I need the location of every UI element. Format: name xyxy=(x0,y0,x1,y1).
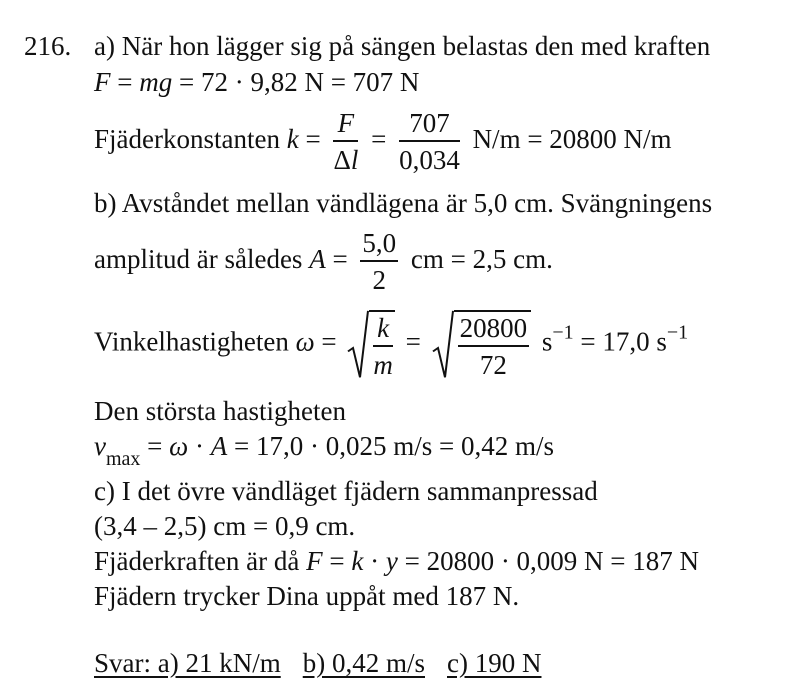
radicand xyxy=(369,310,395,379)
problem-number: 216. xyxy=(24,31,72,61)
equals: = xyxy=(110,67,140,97)
force-equation xyxy=(94,69,419,96)
unit-s: s xyxy=(541,326,553,357)
var-F: F xyxy=(306,546,323,576)
var-A: A xyxy=(309,244,326,275)
fraction-k-over-m xyxy=(373,315,393,379)
fraction-numerator: 707 xyxy=(399,110,460,142)
part-a-intro: a) När hon lägger sig på sängen belastas den med kraften xyxy=(94,31,711,61)
var-l: l xyxy=(350,145,359,175)
fraction-20800-over-72 xyxy=(458,315,530,379)
equals: = xyxy=(325,244,355,275)
angular-velocity-result: = 17,0 s xyxy=(573,326,667,357)
angular-velocity-equation xyxy=(94,310,688,379)
spring-force-label: Fjäderkraften är då xyxy=(94,546,307,576)
equals: = xyxy=(140,431,170,461)
fraction-numerator: 20800 xyxy=(458,315,530,347)
fraction-denominator: 72 xyxy=(479,350,507,380)
force-value: = 72 · 9,82 N = 707 N xyxy=(172,67,420,97)
fraction-numerator: F xyxy=(333,110,358,142)
subscript-max: max xyxy=(105,448,141,470)
equals: = xyxy=(298,124,328,155)
amplitude-equation xyxy=(94,230,553,294)
amplitude-result: cm = 2,5 cm. xyxy=(410,244,553,275)
radicand xyxy=(454,310,532,379)
fraction-F-over-delta-l xyxy=(333,110,358,174)
answer-c: c) 190 N xyxy=(447,648,542,678)
part-c-intro: c) I det övre vändläget fjädern sammanpressad xyxy=(94,476,598,506)
var-mg: mg xyxy=(139,67,173,97)
spring-constant-label: Fjäderkonstanten xyxy=(94,124,287,155)
fraction-numerator: k xyxy=(373,315,393,347)
fraction-707-over-0034 xyxy=(399,110,460,174)
var-y: y xyxy=(385,546,398,576)
radical-sign-icon xyxy=(432,310,454,379)
radical-sign-icon xyxy=(347,310,369,379)
answer-line xyxy=(94,650,541,677)
amplitude-label: amplitud är således xyxy=(94,244,310,275)
sqrt-k-over-m xyxy=(347,310,395,379)
equals: = xyxy=(322,546,352,576)
part-c-conclusion: Fjädern trycker Dina uppåt med 187 N. xyxy=(94,581,520,611)
fraction-numerator: 5,0 xyxy=(360,230,398,262)
fraction-denominator: 2 xyxy=(372,265,387,295)
sqrt-20800-over-72 xyxy=(432,310,532,379)
equals: = xyxy=(371,124,387,155)
dot-operator: · xyxy=(188,431,211,461)
answer-a: Svar: a) 21 kN/m xyxy=(94,648,281,678)
spring-force-equation xyxy=(94,548,699,575)
var-k: k xyxy=(351,546,364,576)
max-speed-result: = 17,0 · 0,025 m/s = 0,42 m/s xyxy=(227,431,554,461)
var-k: k xyxy=(286,124,299,155)
max-speed-label: Den största hastigheten xyxy=(94,396,346,426)
fraction-denominator: 0,034 xyxy=(399,145,460,175)
delta-symbol: Δ xyxy=(333,145,351,175)
var-v: v xyxy=(94,431,106,461)
spring-force-result: = 20800 · 0,009 N = 187 N xyxy=(397,546,700,576)
part-b-intro: b) Avståndet mellan vändlägena är 5,0 cm. Svängningens xyxy=(94,188,713,218)
equals: = xyxy=(314,326,344,357)
angular-velocity-label: Vinkelhastigheten xyxy=(94,326,296,357)
var-F: F xyxy=(94,67,111,97)
fraction-5-over-2 xyxy=(360,230,398,294)
exponent: −1 xyxy=(552,321,574,344)
compression-equation: (3,4 – 2,5) cm = 0,9 cm. xyxy=(94,511,356,541)
exponent: −1 xyxy=(666,321,689,344)
fraction-denominator xyxy=(333,142,358,174)
spring-constant-equation xyxy=(94,110,672,174)
var-omega: ω xyxy=(295,326,315,357)
fraction-denominator: m xyxy=(373,350,393,380)
spring-constant-result: N/m = 20800 N/m xyxy=(472,124,672,155)
dot-operator: · xyxy=(363,546,386,576)
var-A: A xyxy=(210,431,228,461)
var-omega: ω xyxy=(169,431,189,461)
equals: = xyxy=(405,326,421,357)
answer-b: b) 0,42 m/s xyxy=(302,648,425,678)
max-speed-equation xyxy=(94,433,554,469)
